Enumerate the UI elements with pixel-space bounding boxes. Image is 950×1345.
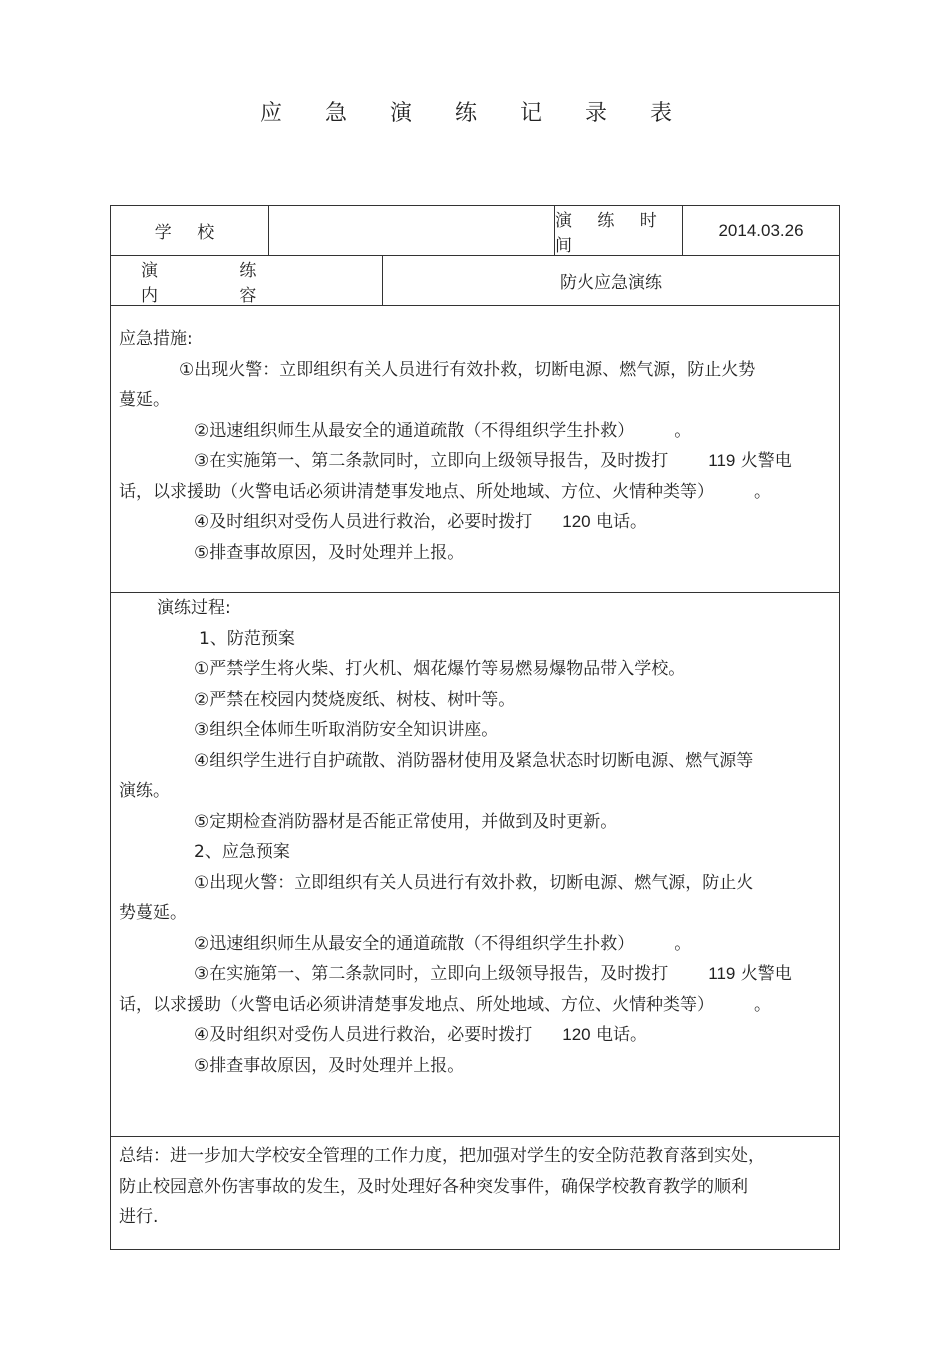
drill-record-table <box>110 205 840 1250</box>
process-heading: 演练过程: <box>157 598 231 618</box>
school-label: 学 校 <box>154 223 225 243</box>
plan-item-continued: 话，以求援助（火警电话必须讲清楚事发地点、所处地域、方位、火情种类等） 。 <box>119 994 771 1015</box>
summary-line: 总结：进一步加大学校安全管理的工作力度，把加强对学生的安全防范教育落到实处， <box>119 1146 765 1166</box>
plan-item: ③在实施第一、第二条款同时，立即向上级领导报告，及时拨打 119 火警电 <box>194 964 792 984</box>
plan-item: ④组织学生进行自护疏散、消防器材使用及紧急状态时切断电源、燃气源等 <box>194 750 754 771</box>
row-divider <box>111 1136 839 1137</box>
plan-item: ②迅速组织师生从最安全的通道疏散（不得组织学生扑救） 。 <box>194 933 692 954</box>
plan-item: ⑤定期检查消防器材是否能正常使用，并做到及时更新。 <box>194 811 618 832</box>
plan-item-continued: 演练。 <box>119 781 170 801</box>
measure-item: ③在实施第一、第二条款同时，立即向上级领导报告，及时拨打 119 火警电 <box>194 451 792 471</box>
measure-item: ⑤排查事故原因，及时处理并上报。 <box>194 542 465 563</box>
plan-item: ①严禁学生将火柴、打火机、烟花爆竹等易燃易爆物品带入学校。 <box>194 659 686 679</box>
drill-content-label: 演 练 内 容 <box>141 260 295 306</box>
drill-content-value: 防火应急演练 <box>560 273 662 293</box>
measure-item: ①出现火警：立即组织有关人员进行有效扑救，切断电源、燃气源，防止火势 <box>179 359 756 380</box>
school-value <box>269 206 554 255</box>
section-title: 2、应急预案 <box>194 842 290 862</box>
summary-line: 进行. <box>119 1207 159 1227</box>
plan-item: ④及时组织对受伤人员进行救治，必要时拨打 120 电话。 <box>194 1025 648 1045</box>
summary-section <box>119 1141 829 1233</box>
page-title: 应 急 演 练 记 录 表 <box>260 101 690 126</box>
measure-item: ②迅速组织师生从最安全的通道疏散（不得组织学生扑救） 。 <box>194 420 692 441</box>
drill-time-label: 演 练 时 间 <box>555 210 667 256</box>
measure-item-continued: 蔓延。 <box>119 390 170 410</box>
measure-item: ④及时组织对受伤人员进行救治，必要时拨打 120 电话。 <box>194 512 648 532</box>
summary-line: 防止校园意外伤害事故的发生，及时处理好各种突发事件，确保学校教育教学的顺利 <box>119 1176 748 1197</box>
plan-item: ③组织全体师生听取消防安全知识讲座。 <box>194 720 499 740</box>
drill-process-section <box>119 593 829 1081</box>
plan-item: ①出现火警：立即组织有关人员进行有效扑救，切断电源、燃气源，防止火 <box>194 872 754 893</box>
measure-item-continued: 话，以求援助（火警电话必须讲清楚事发地点、所处地域、方位、火情种类等） 。 <box>119 481 771 502</box>
measures-heading: 应急措施: <box>119 329 193 349</box>
emergency-measures-section <box>119 324 829 568</box>
plan-item: ②严禁在校园内焚烧废纸、树枝、树叶等。 <box>194 689 516 710</box>
plan-item: ⑤排查事故原因，及时处理并上报。 <box>194 1055 465 1076</box>
drill-time-value: 2014.03.26 <box>718 220 804 240</box>
plan-item-continued: 势蔓延。 <box>119 903 187 923</box>
section-title: 1、防范预案 <box>199 628 295 649</box>
